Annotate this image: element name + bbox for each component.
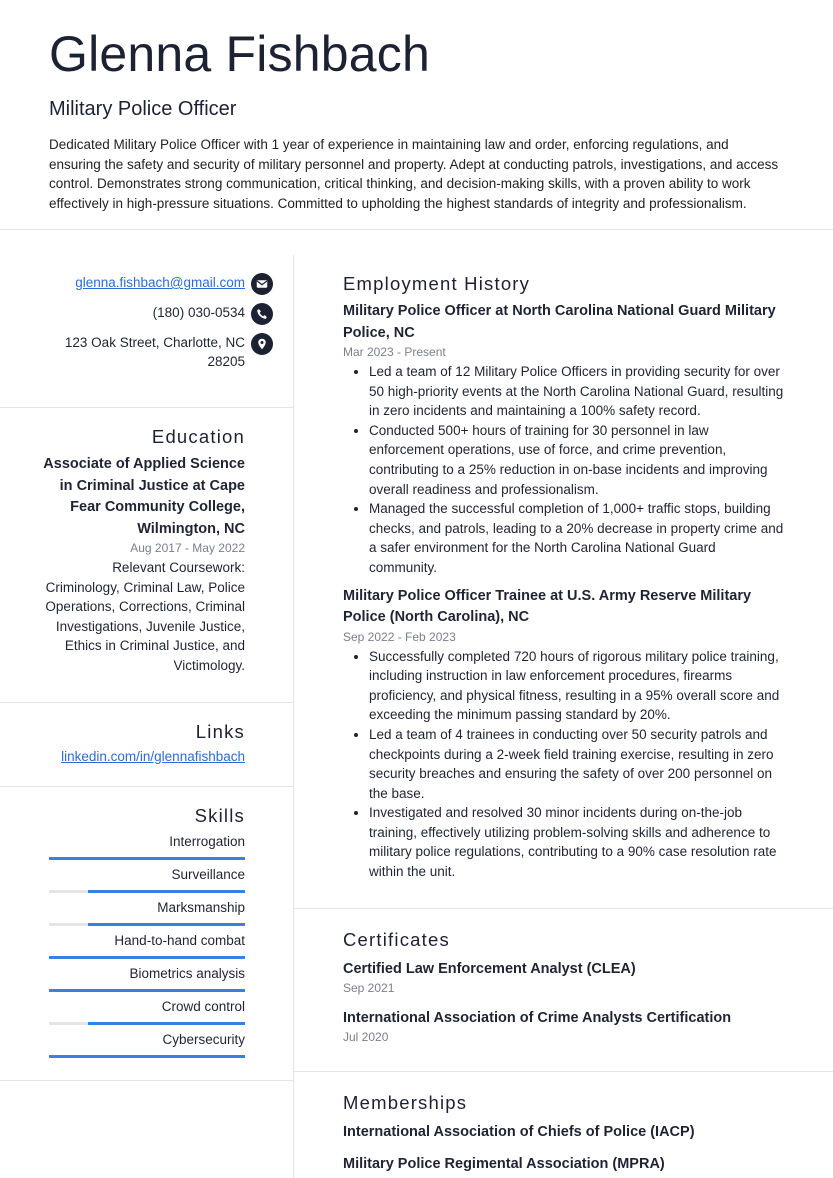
skill-level-fill — [88, 1022, 245, 1025]
skill-item — [40, 899, 245, 926]
skill-item — [40, 965, 245, 992]
skill-level-bar — [49, 857, 245, 860]
certificate-title: Certified Law Enforcement Analyst (CLEA) — [343, 960, 636, 977]
certificate-entry — [343, 1008, 787, 1045]
linkedin-link[interactable]: linkedin.com/in/glennafishbach — [61, 748, 245, 764]
education-dates: Aug 2017 - May 2022 — [130, 541, 245, 555]
links-heading: Links — [195, 720, 245, 742]
contact-address-row — [40, 333, 245, 371]
certificates-section — [294, 909, 833, 1072]
skill-level-bar — [49, 1055, 245, 1058]
skill-level-fill — [49, 1055, 245, 1058]
phone-icon — [251, 303, 273, 325]
skills-section — [0, 787, 293, 1081]
skill-item — [40, 932, 245, 959]
skill-name: Biometrics analysis — [129, 965, 245, 981]
phone-number: (180) 030-0534 — [152, 305, 245, 320]
skill-name: Crowd control — [161, 998, 245, 1014]
skill-level-fill — [49, 857, 245, 860]
job-bullet: • Successfully completed 720 hours of rigorous military police training, including instruction in law enforcement procedures, firearms proficiency, and physical fitness, resulting in a 95% overall score and exceeding the minimum passing standard by 20%. — [369, 647, 787, 725]
memberships-section — [294, 1072, 833, 1175]
education-description: Relevant Coursework: Criminology, Criminal Law, Police Operations, Corrections, Criminal Investigations, Juvenile Justice, Ethics in Criminal Justice, and Victimology. — [45, 560, 245, 673]
job-entry — [343, 586, 787, 882]
certificate-date: Sep 2021 — [343, 980, 395, 995]
education-section — [0, 408, 293, 703]
contact-email-row — [40, 273, 245, 295]
certificate-date: Jul 2020 — [343, 1029, 389, 1044]
candidate-name: Glenna Fishbach — [49, 26, 431, 82]
envelope-icon — [251, 273, 273, 295]
address-text: 123 Oak Street, Charlotte, NC 28205 — [64, 335, 245, 369]
job-bullet: • Managed the successful completion of 1,000+ traffic stops, building checks, and patrols, leading to a 20% decrease in property crime and a safer environment for the North Carolina National Guard community. — [369, 499, 787, 577]
membership-item: Military Police Regimental Association (MPRA) — [343, 1155, 665, 1172]
skill-item — [40, 998, 245, 1025]
job-entry-dates: Sep 2022 - Feb 2023 — [343, 629, 456, 644]
skill-level-bar — [49, 890, 245, 893]
resume-header — [0, 0, 833, 230]
skill-name: Hand-to-hand combat — [114, 932, 245, 948]
skill-name: Cybersecurity — [162, 1031, 245, 1047]
skill-level-bar — [49, 956, 245, 959]
skill-item — [40, 1031, 245, 1058]
links-section — [0, 703, 293, 787]
skill-item — [40, 833, 245, 860]
contact-section — [0, 255, 293, 408]
right-column — [294, 255, 833, 1178]
email-link[interactable]: glenna.fishbach@gmail.com — [75, 275, 245, 290]
skill-level-bar — [49, 923, 245, 926]
job-bullets — [343, 362, 787, 578]
resume-body — [0, 255, 833, 1178]
job-entry-title: Military Police Officer Trainee at U.S. Army Reserve Military Police (North Carolina), NC — [343, 587, 752, 626]
certificate-entry — [343, 959, 787, 996]
job-bullet: • Investigated and resolved 30 minor incidents during on-the-job training, effectively utilizing problem-solving skills and adherence to military police regulations, contributing to a 90% case resolution rate within the unit. — [369, 803, 787, 881]
skill-name: Interrogation — [169, 833, 245, 849]
skill-level-fill — [49, 956, 245, 959]
job-bullets — [343, 647, 787, 882]
skill-item — [40, 866, 245, 893]
profile-summary: Dedicated Military Police Officer with 1 year of experience in maintaining law and order, enforcing regulations, and ensuring the safety and security of military personnel and property. Adept at conducting patrols, investigations, and access control. Demonstrates strong communication, critical thinking, and decision-making skills, with a proven ability to work effectively in high-pressure situations. Committed to upholding the highest standards of integrity and professionalism. — [49, 137, 779, 211]
job-entry — [343, 301, 787, 578]
education-heading: Education — [151, 426, 245, 447]
employment-heading: Employment History — [343, 273, 531, 294]
skill-name: Surveillance — [171, 866, 245, 882]
certificate-title: International Association of Crime Analysts Certification — [343, 1009, 732, 1026]
contact-phone-row — [40, 303, 245, 325]
job-bullet: • Conducted 500+ hours of training for 30 personnel in law enforcement operations, use of force, and crime prevention, contributing to a 25% reduction in on-base incidents and improving overall readiness and professionalism. — [369, 421, 787, 499]
skill-level-fill — [88, 890, 245, 893]
job-bullet: • Led a team of 12 Military Police Officers in providing security for over 50 high-priority events at the North Carolina National Guard, resulting in zero incidents and maintaining a 100% safety record. — [369, 362, 787, 421]
left-column — [0, 255, 294, 1178]
employment-section — [294, 255, 833, 909]
job-bullet: • Led a team of 4 trainees in conducting over 50 security patrols and checkpoints during a 2-week field training exercise, resulting in zero security breaches and ensuring the safety of over 200 personnel on the base. — [369, 725, 787, 803]
job-title: Military Police Officer — [49, 98, 237, 120]
memberships-heading: Memberships — [343, 1091, 468, 1113]
job-entry-dates: Mar 2023 - Present — [343, 345, 446, 359]
skill-level-bar — [49, 989, 245, 992]
degree-title: Associate of Applied Science in Criminal Justice at Cape Fear Community College, Wilmington, NC — [43, 456, 245, 537]
membership-item: International Association of Chiefs of Police (IACP) — [343, 1123, 695, 1140]
skill-name: Marksmanship — [157, 899, 245, 915]
skill-level-fill — [49, 989, 245, 992]
skill-level-fill — [88, 923, 245, 926]
skill-level-bar — [49, 1022, 245, 1025]
location-pin-icon — [251, 333, 273, 355]
skills-heading: Skills — [194, 804, 245, 826]
job-entry-title: Military Police Officer at North Carolina National Guard Military Police, NC — [343, 303, 776, 341]
certificates-heading: Certificates — [343, 928, 450, 950]
